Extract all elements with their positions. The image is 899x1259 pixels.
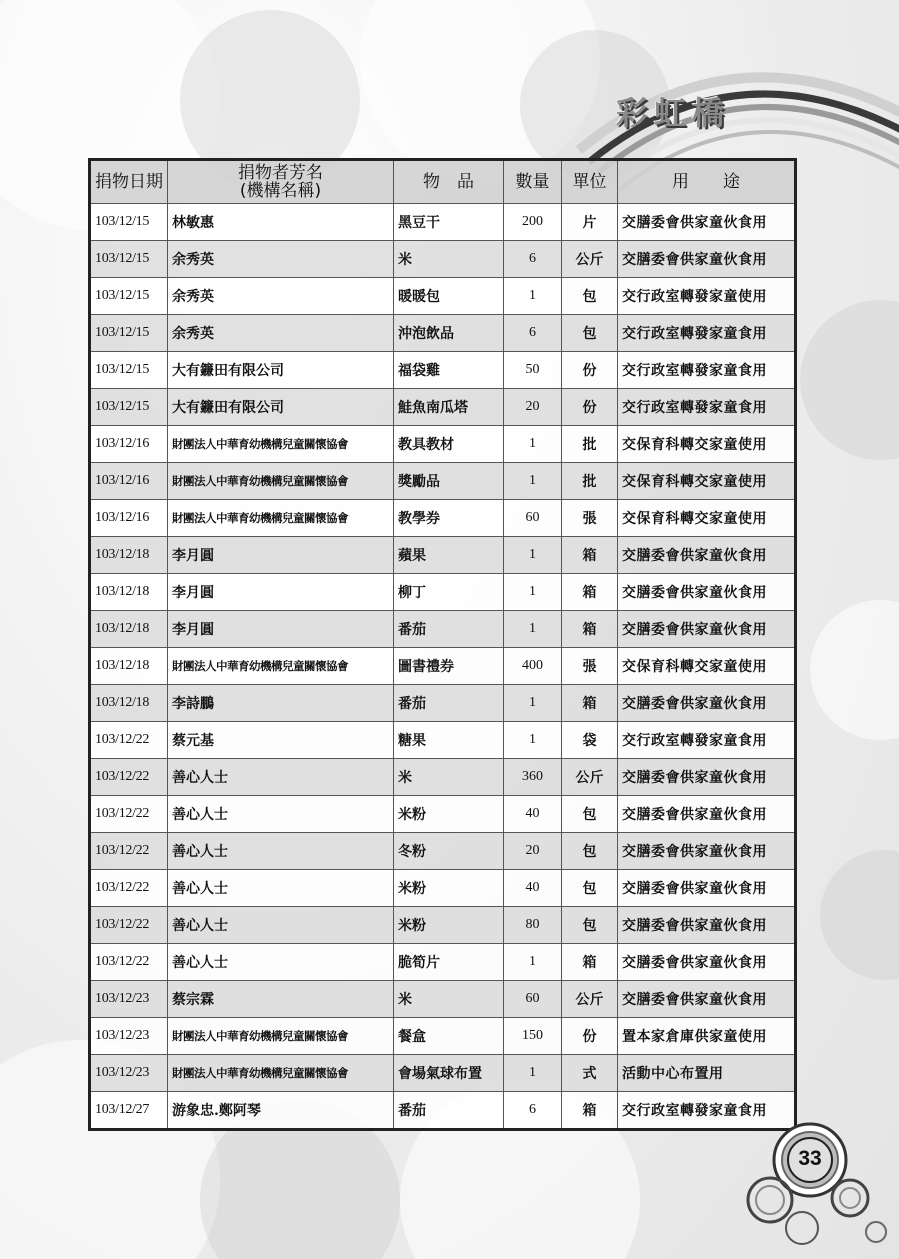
column-header: 數量 [504,160,562,204]
cell-quantity: 1 [504,426,562,463]
cell-date: 103/12/22 [90,759,168,796]
cell-unit: 包 [562,796,618,833]
cell-item: 米粉 [394,907,504,944]
cell-purpose: 交膳委會供家童伙食用 [618,537,796,574]
cell-date: 103/12/15 [90,241,168,278]
table-header-row [90,160,796,204]
cell-date: 103/12/23 [90,1055,168,1092]
cell-item: 米 [394,759,504,796]
cell-donor: 余秀英 [168,241,394,278]
cell-quantity: 40 [504,796,562,833]
table-row [90,648,796,685]
cell-donor: 財團法人中華育幼機構兒童關懷協會 [168,1055,394,1092]
cell-date: 103/12/23 [90,1018,168,1055]
cell-donor: 蔡宗霖 [168,981,394,1018]
cell-purpose: 交膳委會供家童伙食用 [618,907,796,944]
cell-purpose: 交行政室轉發家童食用 [618,389,796,426]
cell-donor: 財團法人中華育幼機構兒童關懷協會 [168,500,394,537]
cell-quantity: 6 [504,1092,562,1130]
cell-item: 餐盒 [394,1018,504,1055]
cell-quantity: 6 [504,241,562,278]
cell-item: 脆筍片 [394,944,504,981]
cell-quantity: 1 [504,463,562,500]
cell-item: 教學券 [394,500,504,537]
cell-quantity: 20 [504,389,562,426]
cell-purpose: 交行政室轉發家童食用 [618,722,796,759]
cell-purpose: 交保育科轉交家童使用 [618,648,796,685]
cell-purpose: 交膳委會供家童伙食用 [618,796,796,833]
cell-item: 米 [394,981,504,1018]
cell-donor: 財團法人中華育幼機構兒童關懷協會 [168,426,394,463]
cell-unit: 包 [562,870,618,907]
cell-unit: 公斤 [562,981,618,1018]
table-row [90,241,796,278]
cell-item: 黑豆干 [394,204,504,241]
cell-quantity: 1 [504,574,562,611]
cell-donor: 善心人士 [168,944,394,981]
table-row [90,426,796,463]
cell-unit: 箱 [562,944,618,981]
cell-item: 暖暖包 [394,278,504,315]
cell-donor: 財團法人中華育幼機構兒童關懷協會 [168,1018,394,1055]
table-row [90,463,796,500]
cell-item: 米粉 [394,796,504,833]
cell-date: 103/12/22 [90,944,168,981]
cell-purpose: 交行政室轉發家童食用 [618,352,796,389]
cell-purpose: 交膳委會供家童伙食用 [618,611,796,648]
table-row [90,944,796,981]
cell-date: 103/12/27 [90,1092,168,1130]
cell-quantity: 60 [504,981,562,1018]
cell-quantity: 80 [504,907,562,944]
cell-item: 沖泡飲品 [394,315,504,352]
cell-item: 柳丁 [394,574,504,611]
cell-date: 103/12/15 [90,204,168,241]
cell-purpose: 交膳委會供家童伙食用 [618,870,796,907]
cell-donor: 財團法人中華育幼機構兒童關懷協會 [168,463,394,500]
cell-date: 103/12/22 [90,796,168,833]
cell-unit: 份 [562,1018,618,1055]
cell-unit: 包 [562,907,618,944]
cell-quantity: 1 [504,722,562,759]
cell-quantity: 1 [504,944,562,981]
table-row [90,1092,796,1130]
cell-donor: 善心人士 [168,907,394,944]
table-row [90,500,796,537]
cell-date: 103/12/22 [90,722,168,759]
cell-quantity: 60 [504,500,562,537]
table-row [90,204,796,241]
table-row [90,611,796,648]
cell-purpose: 交行政室轉發家童食用 [618,315,796,352]
table-row [90,722,796,759]
cell-donor: 李月圓 [168,574,394,611]
column-header: 捐物日期 [90,160,168,204]
cell-date: 103/12/18 [90,648,168,685]
cell-item: 福袋雞 [394,352,504,389]
cell-donor: 林敏惠 [168,204,394,241]
cell-donor: 余秀英 [168,278,394,315]
cell-quantity: 40 [504,870,562,907]
cell-purpose: 活動中心布置用 [618,1055,796,1092]
cell-quantity: 1 [504,1055,562,1092]
column-header: 捐物者芳名 (機構名稱) [168,160,394,204]
table-row [90,574,796,611]
table-row [90,833,796,870]
table-row [90,278,796,315]
cell-purpose: 交膳委會供家童伙食用 [618,574,796,611]
cell-unit: 張 [562,500,618,537]
cell-date: 103/12/16 [90,426,168,463]
cell-quantity: 6 [504,315,562,352]
cell-item: 番茄 [394,611,504,648]
cell-item: 米 [394,241,504,278]
cell-unit: 張 [562,648,618,685]
cell-unit: 份 [562,352,618,389]
cell-purpose: 交膳委會供家童伙食用 [618,759,796,796]
cell-date: 103/12/22 [90,907,168,944]
cell-purpose: 交膳委會供家童伙食用 [618,204,796,241]
cell-quantity: 1 [504,537,562,574]
cell-donor: 善心人士 [168,759,394,796]
cell-unit: 包 [562,315,618,352]
cell-date: 103/12/22 [90,870,168,907]
cell-date: 103/12/15 [90,278,168,315]
cell-purpose: 交行政室轉發家童使用 [618,278,796,315]
cell-item: 教具教材 [394,426,504,463]
column-header: 用 途 [618,160,796,204]
cell-unit: 公斤 [562,241,618,278]
table-row [90,537,796,574]
cell-date: 103/12/15 [90,315,168,352]
cell-unit: 份 [562,389,618,426]
cell-unit: 包 [562,278,618,315]
cell-item: 會場氣球布置 [394,1055,504,1092]
table-row [90,315,796,352]
cell-item: 鮭魚南瓜塔 [394,389,504,426]
cell-purpose: 交保育科轉交家童使用 [618,463,796,500]
cell-purpose: 交膳委會供家童伙食用 [618,241,796,278]
cell-date: 103/12/16 [90,500,168,537]
cell-unit: 袋 [562,722,618,759]
cell-unit: 包 [562,833,618,870]
cell-date: 103/12/15 [90,389,168,426]
cell-donor: 李詩鵬 [168,685,394,722]
cell-donor: 李月圓 [168,537,394,574]
table-row [90,870,796,907]
cell-donor: 善心人士 [168,870,394,907]
cell-unit: 箱 [562,685,618,722]
cell-donor: 財團法人中華育幼機構兒童關懷協會 [168,648,394,685]
cell-quantity: 50 [504,352,562,389]
cell-unit: 箱 [562,611,618,648]
page-badge-decoration [740,1120,890,1250]
table-row [90,1055,796,1092]
cell-purpose: 置本家倉庫供家童使用 [618,1018,796,1055]
cell-date: 103/12/23 [90,981,168,1018]
cell-donor: 大有鐮田有限公司 [168,352,394,389]
cell-donor: 大有鐮田有限公司 [168,389,394,426]
cell-item: 冬粉 [394,833,504,870]
cell-purpose: 交膳委會供家童伙食用 [618,981,796,1018]
cell-unit: 式 [562,1055,618,1092]
cell-quantity: 200 [504,204,562,241]
table-row [90,685,796,722]
cell-item: 獎勵品 [394,463,504,500]
cell-quantity: 1 [504,685,562,722]
cell-purpose: 交行政室轉發家童食用 [618,1092,796,1130]
page-number: 33 [798,1147,822,1170]
cell-item: 圖書禮券 [394,648,504,685]
cell-quantity: 150 [504,1018,562,1055]
cell-unit: 批 [562,463,618,500]
table-row [90,796,796,833]
cell-unit: 片 [562,204,618,241]
cell-item: 番茄 [394,685,504,722]
cell-date: 103/12/22 [90,833,168,870]
cell-unit: 箱 [562,537,618,574]
column-header: 物 品 [394,160,504,204]
cell-item: 蘋果 [394,537,504,574]
cell-unit: 公斤 [562,759,618,796]
cell-date: 103/12/18 [90,685,168,722]
cell-purpose: 交保育科轉交家童使用 [618,426,796,463]
table-row [90,907,796,944]
table-row [90,981,796,1018]
cell-donor: 蔡元基 [168,722,394,759]
cell-date: 103/12/15 [90,352,168,389]
cell-purpose: 交膳委會供家童伙食用 [618,833,796,870]
cell-donor: 善心人士 [168,796,394,833]
cell-date: 103/12/18 [90,611,168,648]
cell-unit: 批 [562,426,618,463]
cell-unit: 箱 [562,1092,618,1130]
table-row [90,352,796,389]
table-row [90,1018,796,1055]
cell-date: 103/12/18 [90,574,168,611]
cell-quantity: 1 [504,611,562,648]
cell-purpose: 交保育科轉交家童使用 [618,500,796,537]
cell-date: 103/12/18 [90,537,168,574]
cell-donor: 善心人士 [168,833,394,870]
cell-donor: 李月圓 [168,611,394,648]
cell-purpose: 交膳委會供家童伙食用 [618,685,796,722]
cell-item: 糖果 [394,722,504,759]
cell-quantity: 1 [504,278,562,315]
cell-date: 103/12/16 [90,463,168,500]
column-header: 單位 [562,160,618,204]
cell-item: 番茄 [394,1092,504,1130]
cell-quantity: 360 [504,759,562,796]
cell-item: 米粉 [394,870,504,907]
cell-quantity: 400 [504,648,562,685]
page-header-title: 彩虹橋 [616,94,731,132]
cell-donor: 游象忠.鄭阿琴 [168,1092,394,1130]
donation-table [88,158,797,1131]
cell-unit: 箱 [562,574,618,611]
table-row [90,759,796,796]
cell-quantity: 20 [504,833,562,870]
cell-purpose: 交膳委會供家童伙食用 [618,944,796,981]
cell-donor: 余秀英 [168,315,394,352]
table-row [90,389,796,426]
